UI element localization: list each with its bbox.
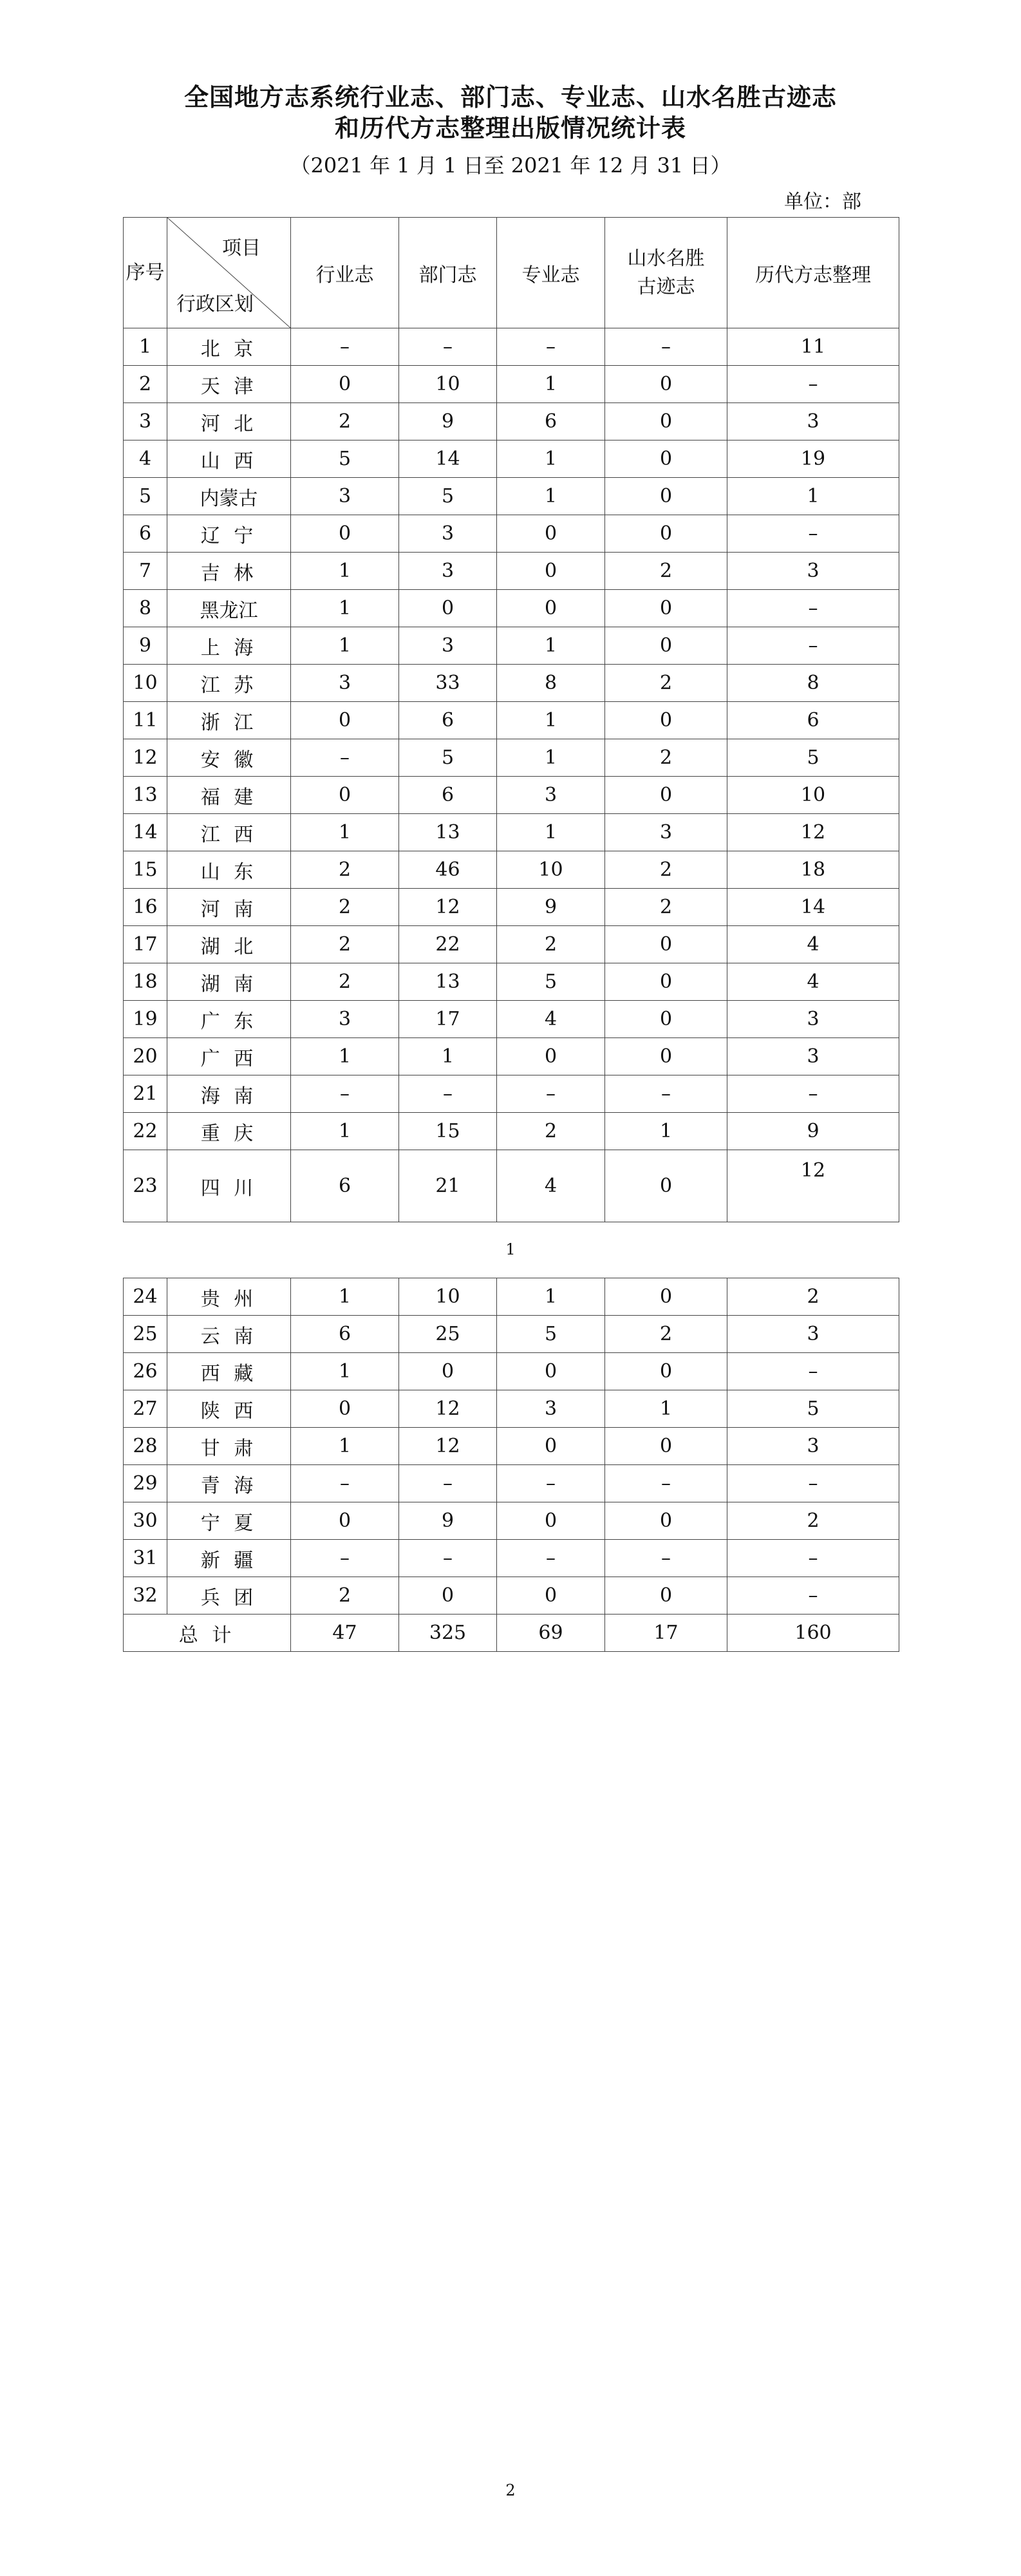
cell-hangye: 0 [291,515,399,553]
cell-zhuanye: 1 [497,739,605,777]
cell-shanshui: 2 [605,665,727,702]
cell-zhuanye: 4 [497,1001,605,1038]
cell-bumen: 6 [399,702,497,739]
cell-bumen: 12 [399,1428,497,1465]
row-region: 青 海 [167,1465,291,1502]
cell-zhuanye: 0 [497,1038,605,1075]
cell-lidai: 3 [727,1001,899,1038]
cell-hangye: 6 [291,1150,399,1222]
cell-shanshui: 2 [605,1316,727,1353]
cell-lidai: 2 [727,1278,899,1316]
cell-zhuanye: 1 [497,1278,605,1316]
row-seq: 6 [124,515,167,553]
cell-hangye: 2 [291,1577,399,1615]
row-region: 陕 西 [167,1390,291,1428]
cell-zhuanye: 2 [497,926,605,963]
table-row [124,590,899,627]
row-region: 贵 州 [167,1278,291,1316]
row-seq: 19 [124,1001,167,1038]
cell-shanshui: – [605,328,727,366]
cell-hangye: 2 [291,889,399,926]
page-number-2: 2 [505,2481,516,2499]
row-seq: 15 [124,851,167,889]
cell-zhuanye: 1 [497,366,605,403]
table-row [124,926,899,963]
cell-lidai: 14 [727,889,899,926]
cell-hangye: 1 [291,1278,399,1316]
total-label: 总 计 [124,1615,291,1652]
cell-zhuanye: 1 [497,440,605,478]
row-region: 山 西 [167,440,291,478]
row-region: 安 徽 [167,739,291,777]
row-seq: 27 [124,1390,167,1428]
row-region: 山 东 [167,851,291,889]
row-seq: 24 [124,1278,167,1316]
cell-shanshui: 2 [605,739,727,777]
table-row [124,1540,899,1577]
cell-hangye: – [291,1465,399,1502]
cell-shanshui: 0 [605,777,727,814]
row-seq: 23 [124,1150,167,1222]
row-region: 辽 宁 [167,515,291,553]
row-seq: 30 [124,1502,167,1540]
cell-zhuanye: 0 [497,1502,605,1540]
cell-zhuanye: 0 [497,553,605,590]
cell-bumen: – [399,1540,497,1577]
cell-hangye: 1 [291,627,399,665]
cell-hangye: 1 [291,1428,399,1465]
cell-bumen: 17 [399,1001,497,1038]
header-item: 项目 [222,237,261,260]
cell-bumen: 0 [399,1353,497,1390]
total-lidai: 160 [727,1615,899,1652]
cell-hangye: 0 [291,1390,399,1428]
cell-zhuanye: – [497,1075,605,1113]
cell-bumen: 33 [399,665,497,702]
cell-hangye: – [291,1540,399,1577]
row-region: 甘 肃 [167,1428,291,1465]
cell-shanshui: 0 [605,1502,727,1540]
cell-bumen: – [399,328,497,366]
row-seq: 32 [124,1577,167,1615]
cell-shanshui: – [605,1075,727,1113]
table-row [124,814,899,851]
cell-zhuanye: 4 [497,1150,605,1222]
table-row [124,366,899,403]
row-seq: 10 [124,665,167,702]
table-row [124,1353,899,1390]
row-seq: 12 [124,739,167,777]
cell-bumen: 10 [399,1278,497,1316]
row-seq: 16 [124,889,167,926]
row-seq: 13 [124,777,167,814]
cell-lidai: – [727,1353,899,1390]
cell-bumen: 9 [399,403,497,440]
cell-shanshui: 0 [605,702,727,739]
cell-zhuanye: 9 [497,889,605,926]
cell-bumen: 10 [399,366,497,403]
cell-shanshui: 0 [605,926,727,963]
cell-bumen: – [399,1075,497,1113]
date-range: （2021 年 1 月 1 日至 2021 年 12 月 31 日） [290,153,731,178]
cell-lidai: – [727,1540,899,1577]
cell-zhuanye: 1 [497,627,605,665]
table-row [124,1465,899,1502]
cell-lidai: – [727,590,899,627]
table-row [124,889,899,926]
document-title-line-1: 全国地方志系统行业志、部门志、专业志、山水名胜古迹志 [183,82,837,111]
cell-lidai: 9 [727,1113,899,1150]
cell-hangye: 3 [291,1001,399,1038]
cell-shanshui: 0 [605,627,727,665]
cell-hangye: 3 [291,665,399,702]
row-seq: 26 [124,1353,167,1390]
cell-zhuanye: – [497,1465,605,1502]
cell-shanshui: 0 [605,1001,727,1038]
cell-bumen: 9 [399,1502,497,1540]
table-row [124,1316,899,1353]
cell-hangye: 2 [291,926,399,963]
header-shanshui: 山水名胜古迹志 [605,218,727,328]
cell-bumen: 13 [399,814,497,851]
row-region: 福 建 [167,777,291,814]
table-row [124,665,899,702]
row-seq: 28 [124,1428,167,1465]
cell-zhuanye: 5 [497,963,605,1001]
statistics-table-page-1 [123,217,899,1222]
row-seq: 29 [124,1465,167,1502]
table-row [124,1278,899,1316]
cell-lidai: – [727,627,899,665]
row-seq: 1 [124,328,167,366]
cell-zhuanye: – [497,328,605,366]
row-region: 宁 夏 [167,1502,291,1540]
row-seq: 25 [124,1316,167,1353]
row-region: 湖 北 [167,926,291,963]
row-seq: 17 [124,926,167,963]
header-bumen: 部门志 [399,218,497,328]
cell-hangye: 0 [291,366,399,403]
cell-shanshui: 0 [605,478,727,515]
row-region: 浙 江 [167,702,291,739]
unit-label: 单位：部 [784,191,861,213]
row-seq: 5 [124,478,167,515]
cell-lidai: – [727,1577,899,1615]
cell-bumen: 3 [399,627,497,665]
cell-zhuanye: 0 [497,590,605,627]
cell-hangye: 1 [291,1353,399,1390]
row-seq: 31 [124,1540,167,1577]
header-hangye: 行业志 [291,218,399,328]
table-row [124,553,899,590]
total-bumen: 325 [399,1615,497,1652]
row-region: 河 南 [167,889,291,926]
cell-zhuanye: 0 [497,1428,605,1465]
header-lidai: 历代方志整理 [727,218,899,328]
cell-shanshui: 1 [605,1390,727,1428]
row-seq: 7 [124,553,167,590]
row-seq: 22 [124,1113,167,1150]
cell-zhuanye: 3 [497,1390,605,1428]
table-row [124,1038,899,1075]
cell-bumen: 0 [399,1577,497,1615]
cell-hangye: 2 [291,851,399,889]
cell-lidai: – [727,1075,899,1113]
cell-shanshui: 0 [605,515,727,553]
cell-lidai: 3 [727,1428,899,1465]
cell-lidai: 3 [727,553,899,590]
cell-hangye: 0 [291,777,399,814]
cell-hangye: 5 [291,440,399,478]
cell-zhuanye: 2 [497,1113,605,1150]
table-row [124,777,899,814]
cell-hangye: 6 [291,1316,399,1353]
table-row [124,1150,899,1222]
cell-shanshui: 0 [605,590,727,627]
cell-lidai: 5 [727,739,899,777]
header-seq: 序号 [124,218,167,328]
table-row [124,403,899,440]
cell-lidai: 3 [727,403,899,440]
cell-shanshui: 2 [605,553,727,590]
table-row [124,1577,899,1615]
row-region: 兵 团 [167,1577,291,1615]
cell-zhuanye: 1 [497,478,605,515]
cell-bumen: 1 [399,1038,497,1075]
cell-hangye: – [291,328,399,366]
cell-lidai: 5 [727,1390,899,1428]
cell-bumen: 3 [399,515,497,553]
cell-zhuanye: 6 [497,403,605,440]
cell-lidai: 19 [727,440,899,478]
cell-bumen: 15 [399,1113,497,1150]
cell-hangye: 3 [291,478,399,515]
cell-zhuanye: 3 [497,777,605,814]
cell-lidai: 2 [727,1502,899,1540]
cell-shanshui: 0 [605,1150,727,1222]
row-region: 江 西 [167,814,291,851]
header-row [124,218,899,328]
statistics-table-page-2 [123,1278,899,1652]
table-row [124,478,899,515]
cell-lidai: – [727,1465,899,1502]
row-region: 湖 南 [167,963,291,1001]
cell-bumen: 25 [399,1316,497,1353]
row-region: 四 川 [167,1150,291,1222]
cell-shanshui: – [605,1465,727,1502]
row-region: 江 苏 [167,665,291,702]
cell-lidai: 3 [727,1038,899,1075]
row-region: 黑龙江 [167,590,291,627]
cell-lidai: 12 [727,814,899,851]
row-seq: 4 [124,440,167,478]
total-row [124,1615,899,1652]
table-row [124,440,899,478]
row-seq: 21 [124,1075,167,1113]
table-row [124,1390,899,1428]
cell-lidai: 10 [727,777,899,814]
table-row [124,1001,899,1038]
cell-zhuanye: 0 [497,515,605,553]
cell-shanshui: 0 [605,1278,727,1316]
cell-zhuanye: 0 [497,1353,605,1390]
cell-lidai: 4 [727,963,899,1001]
row-region: 新 疆 [167,1540,291,1577]
cell-hangye: 0 [291,702,399,739]
cell-shanshui: 0 [605,1577,727,1615]
cell-bumen: 0 [399,590,497,627]
cell-bumen: 21 [399,1150,497,1222]
cell-lidai: 4 [727,926,899,963]
cell-bumen: 12 [399,889,497,926]
cell-lidai: – [727,515,899,553]
row-seq: 2 [124,366,167,403]
document-title-line-2: 和历代方志整理出版情况统计表 [334,113,686,142]
cell-hangye: – [291,739,399,777]
cell-shanshui: 0 [605,963,727,1001]
cell-shanshui: 0 [605,1353,727,1390]
row-seq: 20 [124,1038,167,1075]
table-row [124,702,899,739]
cell-zhuanye: – [497,1540,605,1577]
cell-bumen: 22 [399,926,497,963]
row-region: 广 西 [167,1038,291,1075]
row-seq: 3 [124,403,167,440]
cell-shanshui: 2 [605,889,727,926]
cell-zhuanye: 0 [497,1577,605,1615]
row-region: 云 南 [167,1316,291,1353]
row-region: 重 庆 [167,1113,291,1150]
cell-lidai: 18 [727,851,899,889]
cell-lidai: 12 [727,1150,899,1222]
table-row [124,963,899,1001]
cell-hangye: 1 [291,590,399,627]
row-region: 吉 林 [167,553,291,590]
table-row [124,627,899,665]
cell-hangye: 2 [291,963,399,1001]
cell-shanshui: 0 [605,1038,727,1075]
cell-bumen: 5 [399,739,497,777]
row-seq: 9 [124,627,167,665]
cell-lidai: 1 [727,478,899,515]
row-region: 海 南 [167,1075,291,1113]
cell-bumen: 5 [399,478,497,515]
cell-shanshui: 0 [605,440,727,478]
table-row [124,1113,899,1150]
table-row [124,1502,899,1540]
row-region: 上 海 [167,627,291,665]
cell-bumen: 6 [399,777,497,814]
cell-zhuanye: 8 [497,665,605,702]
row-seq: 18 [124,963,167,1001]
cell-hangye: – [291,1075,399,1113]
header-region: 行政区划 [176,293,254,316]
cell-zhuanye: 1 [497,814,605,851]
cell-hangye: 1 [291,1038,399,1075]
cell-bumen: 12 [399,1390,497,1428]
header-zhuanye: 专业志 [497,218,605,328]
row-region: 河 北 [167,403,291,440]
table-row [124,1075,899,1113]
cell-shanshui: 1 [605,1113,727,1150]
cell-bumen: 13 [399,963,497,1001]
cell-shanshui: 2 [605,851,727,889]
cell-lidai: – [727,366,899,403]
cell-bumen: 3 [399,553,497,590]
table-row [124,515,899,553]
cell-lidai: 6 [727,702,899,739]
total-zhuanye: 69 [497,1615,605,1652]
table-row [124,328,899,366]
cell-shanshui: 3 [605,814,727,851]
header-corner-cell [167,218,291,328]
table-row [124,1428,899,1465]
table-row [124,851,899,889]
cell-shanshui: 0 [605,403,727,440]
row-seq: 8 [124,590,167,627]
total-hangye: 47 [291,1615,399,1652]
cell-bumen: – [399,1465,497,1502]
cell-shanshui: – [605,1540,727,1577]
cell-hangye: 1 [291,1113,399,1150]
cell-hangye: 2 [291,403,399,440]
cell-hangye: 0 [291,1502,399,1540]
row-seq: 11 [124,702,167,739]
table-row [124,739,899,777]
total-shanshui: 17 [605,1615,727,1652]
row-seq: 14 [124,814,167,851]
cell-zhuanye: 1 [497,702,605,739]
row-region: 内蒙古 [167,478,291,515]
cell-shanshui: 0 [605,1428,727,1465]
cell-bumen: 14 [399,440,497,478]
cell-lidai: 11 [727,328,899,366]
page-number-1: 1 [505,1240,516,1258]
row-region: 西 藏 [167,1353,291,1390]
row-region: 天 津 [167,366,291,403]
row-region: 广 东 [167,1001,291,1038]
cell-shanshui: 0 [605,366,727,403]
cell-zhuanye: 10 [497,851,605,889]
cell-hangye: 1 [291,814,399,851]
cell-lidai: 8 [727,665,899,702]
cell-bumen: 46 [399,851,497,889]
cell-zhuanye: 5 [497,1316,605,1353]
cell-hangye: 1 [291,553,399,590]
row-region: 北 京 [167,328,291,366]
cell-lidai: 3 [727,1316,899,1353]
